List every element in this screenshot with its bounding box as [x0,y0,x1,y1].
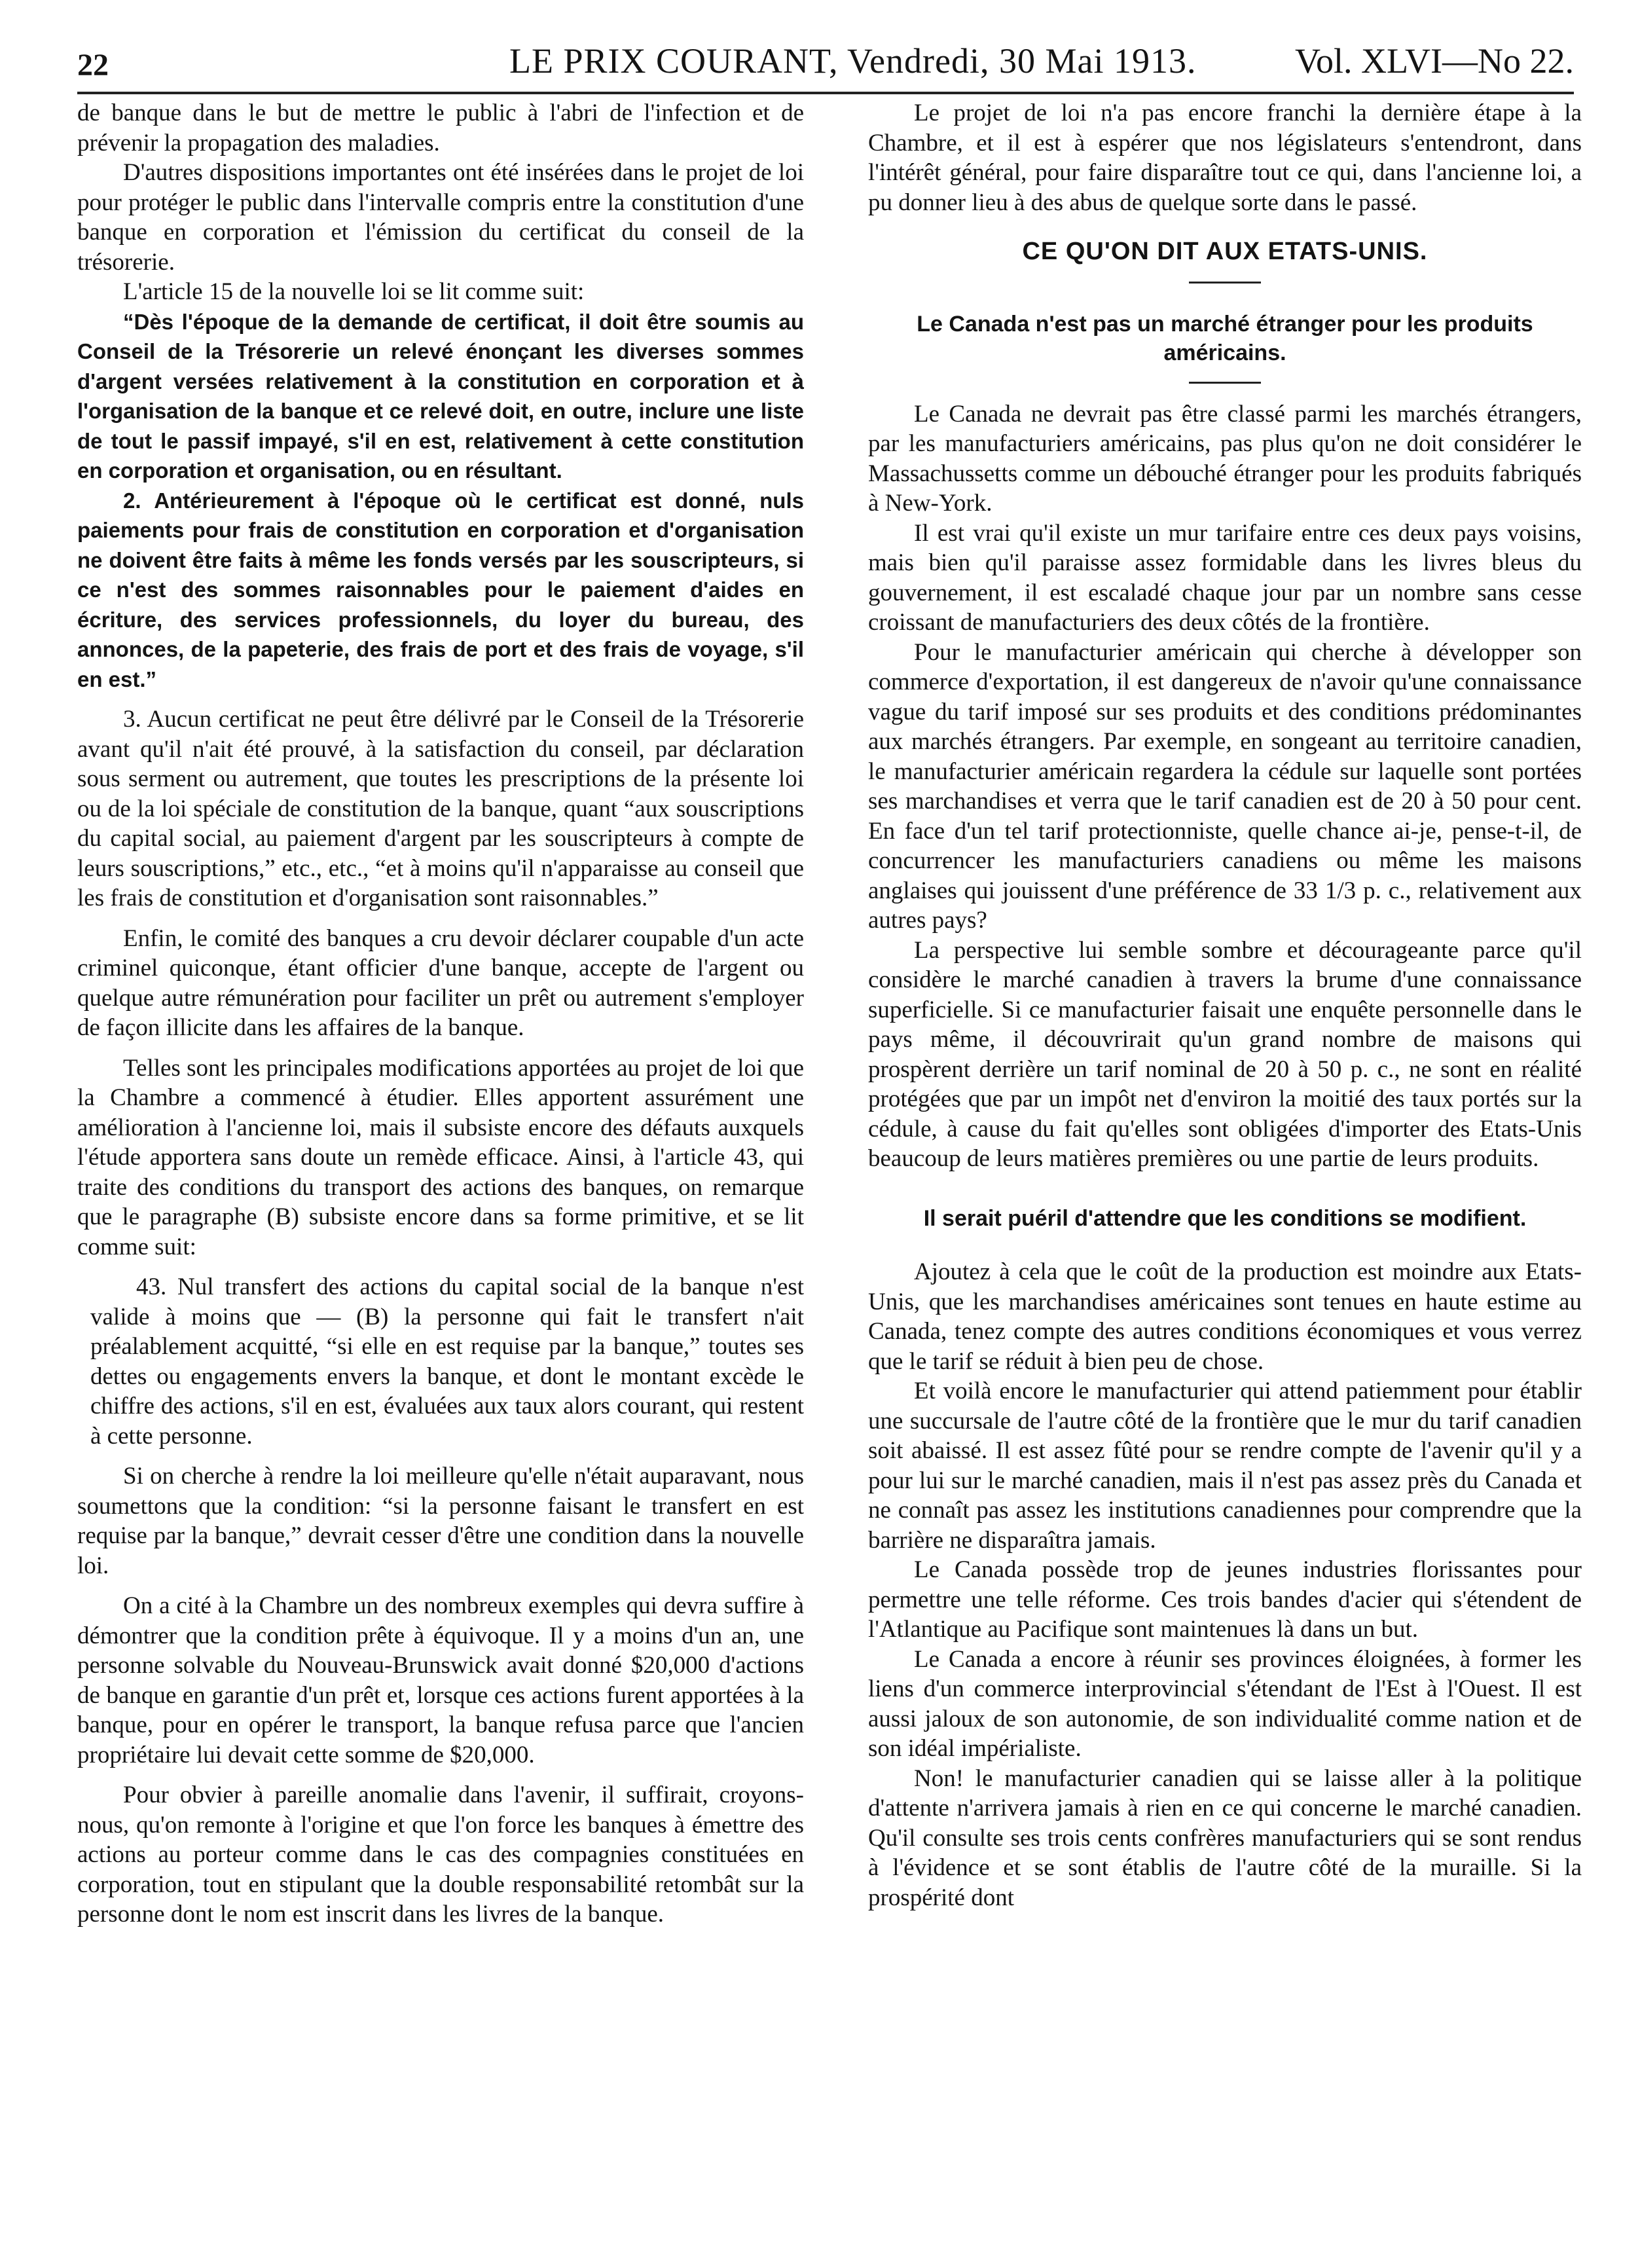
paragraph: Enfin, le comité des banques a cru devoir déclarer coupable d'un acte criminel quiconque, étant officier d'une banque, accepte de l'argent ou quelque autre rémunération pour faciliter un prêt ou autrement s'employer de façon illicite dans les affaires de la banque. [77,924,804,1041]
right-column [868,98,1582,1912]
paragraph: Telles sont les principales modifications apportées au projet de loi que la Chambre a commencé à étudier. Elles apportent assurément une amélioration à l'ancienne loi, mais il subsiste encore des défauts auxquels l'étude apportera sans doute un remède efficace. Ainsi, à l'article 43, qui traite des conditions du transport des actions des banques, on remarque que le paragraphe (B) subsiste encore dans sa forme primitive, et se lit comme suit: [77,1054,804,1260]
section-subheading: Il serait puéril d'attendre que les conditions se modifient. [923,1205,1527,1231]
paragraph: Non! le manufacturier canadien qui se laisse aller à la politique d'attente n'arrivera jamais à rien en ce qui concerne le marché canadien. Qu'il consulte ses trois cents confrères manufacturiers qui se sont rendus à l'évidence et se sont établis de l'autre côté de la muraille. Si la prospérité dont [868,1765,1582,1911]
paragraph: Le Canada possède trop de jeunes industries florissantes pour permettre une telle réforme. Ces trois bandes d'acier qui s'étendent de l'Atlantique au Pacifique sont maintenues là dans un but. [868,1556,1582,1643]
paragraph: Le projet de loi n'a pas encore franchi la dernière étape à la Chambre, et il est à espérer que nos législateurs s'entendront, dans l'intérêt général, pour faire disparaître tout ce qui, dans l'ancienne loi, a pu donner lieu à des abus de quelque sorte dans le passé. [868,100,1582,216]
paragraph: Le Canada a encore à réunir ses provinces éloignées, à former les liens d'un commerce interprovincial s'étendant de l'Est à l'Ouest. Il est aussi jaloux de son autonomie, de son individualité comme nation et de son idéal impérialiste. [868,1645,1582,1762]
divider [1189,382,1261,384]
quoted-article-15-section-2: 2. Antérieurement à l'époque où le certificat est donné, nuls paiements pour frais de constitution en corporation et d'organisation ne doivent être faits à même les fonds versés par les souscripteurs, si ce n'est des sommes raisonnables pour le paiement d'aides en écriture, des services professionnels, du loyer du bureau, des annonces, de la papeterie, des frais de port et des frais de voyage, s'il en est.” [77,488,804,691]
header-rule [77,92,1574,94]
section-subheading: Le Canada n'est pas un marché étranger pour les produits américains. [917,311,1533,365]
paragraph: Pour le manufacturier américain qui cherche à développer son commerce d'exportation, il est dangereux de n'avoir qu'une connaissance vague du tarif imposé sur ses produits et des conditions prédominantes aux marchés étrangers. Par exemple, en songeant au territoire canadien, le manufacturier américain regardera la cédule sur laquelle sont portées ses marchandises et verra que le tarif canadien est de 20 à 50 pour cent. En face d'un tel tarif protectionniste, quelle chance ai-je, pense-t-il, de concurrencer les manufacturiers canadiens ou même les maisons anglaises qui jouissent d'une préférence de 33 1/3 p. c., relativement aux autres pays? [868,638,1582,934]
paragraph: Si on cherche à rendre la loi meilleure qu'elle n'était auparavant, nous soumettons que la condition: “si la personne faisant le transfert en est requise par la banque,” devrait cesser d'être une condition dans la nouvelle loi. [77,1463,804,1579]
paragraph: Le Canada ne devrait pas être classé parmi les marchés étrangers, par les manufacturiers américains, pas plus qu'on ne doit considérer le Massachussetts comme un débouché étranger pour les produits fabriqués à New-York. [868,400,1582,517]
quoted-article-15: “Dès l'époque de la demande de certificat, il doit être soumis au Conseil de la Trésorerie un relevé énonçant les diverses sommes d'argent versées relativement à la constitution en corporation et à l'organisation de la banque et ce relevé doit, en outre, inclure une liste de tout le passif impayé, s'il en est, relativement à cette constitution en corporation et organisation, ou en résultant. [77,309,804,483]
paragraph: de banque dans le but de mettre le public à l'abri de l'infection et de prévenir la propagation des maladies. [77,100,804,156]
paragraph: 3. Aucun certificat ne peut être délivré par le Conseil de la Trésorerie avant qu'il n'ait été prouvé, à la satisfaction du conseil, par déclaration sous serment ou autrement, que toutes les prescriptions de la présente loi ou de la loi spéciale de constitution de la banque, quant “aux souscriptions du capital social, au paiement d'argent par les souscripteurs à compte de leurs souscriptions,” etc., etc., “et à moins qu'il n'apparaisse au conseil que les frais de constitution et d'organisation sont raisonnables.” [77,706,804,911]
page-header [77,26,1574,85]
divider [1189,282,1261,284]
left-column [77,98,804,1930]
paragraph: L'article 15 de la nouvelle loi se lit comme suit: [123,278,585,305]
volume-number: Vol. XLVI—No 22. [1294,41,1574,81]
paragraph: Ajoutez à cela que le coût de la production est moindre aux Etats-Unis, que les marchandises américaines sont tenues en haute estime au Canada, tenez compte des autres conditions économiques et vous verrez que le tarif se réduit à bien peu de chose. [868,1258,1582,1375]
newspaper-title: LE PRIX COURANT, Vendredi, 30 Mai 1913. [509,41,1197,81]
paragraph: Et voilà encore le manufacturier qui attend patiemment pour établir une succursale de l'autre côté de la frontière que le mur du tarif canadien soit abaissé. Il est assez fûté pour se rendre compte de l'avenir qu'il y a pour lui sur le marché canadien, mais il n'est pas assez près du Canada et ne connaît pas assez les institutions canadiennes pour comprendre que la barrière ne disparaîtra jamais. [868,1378,1582,1554]
paragraph: Pour obvier à pareille anomalie dans l'avenir, il suffirait, croyons-nous, qu'on remonte à l'origine et que l'on force les banques à émettre des actions au porteur comme dans le cas des compagnies constituées en corporation, tout en stipulant que la double responsabilité retombât sur la personne dont le nom est inscrit dans les livres de la banque. [77,1782,804,1928]
paragraph: On a cité à la Chambre un des nombreux exemples qui devra suffire à démontrer que la condition prête à équivoque. Il y a moins d'un an, une personne solvable du Nouveau-Brunswick avait donné $20,000 d'actions de banque en garantie d'un prêt et, lorsque ces actions furent apportées à la banque, pour en opérer le transport, la banque refusa parce que l'ancien propriétaire lui devait cette somme de $20,000. [77,1592,804,1768]
paragraph: D'autres dispositions importantes ont été insérées dans le projet de loi pour protéger le public dans l'intervalle compris entre la constitution d'une banque en corporation et l'émission du certificat du conseil de la trésorerie. [77,159,804,276]
section-heading: CE QU'ON DIT AUX ETATS-UNIS. [1022,238,1428,265]
page-number: 22 [77,48,109,82]
quoted-article-43: 43. Nul transfert des actions du capital social de la banque n'est valide à moins que — (B) la personne qui fait le transfert n'ait préalablement acquitté, “si elle en est requise par la banque,” toutes ses dettes ou engagements envers la banque, et dont le montant excède le chiffre des actions, s'il en est, évaluées aux taux alors courant, qui restent à cette personne. [90,1273,804,1450]
paragraph: Il est vrai qu'il existe un mur tarifaire entre ces deux pays voisins, mais bien qu'il paraisse assez formidable dans les livres bleus du gouvernement, il est escaladé chaque jour par un nombre sans cesse croissant de manufacturiers des deux côtés de la frontière. [868,519,1582,636]
paragraph: La perspective lui semble sombre et décourageante parce qu'il considère le marché canadien à travers la brume d'une connaissance superficielle. Si ce manufacturier faisait une enquête personnelle dans le pays même, il découvrirait qu'un grand nombre de maisons qui prospèrent derrière un tarif nominal de 20 à 50 p. c., ne sont en réalité protégées que par un impôt net d'environ la moitié des taux portés sur la cédule, à cause du fait qu'elles sont obligées d'importer des Etats-Unis beaucoup de leurs matières premières ou une partie de leurs produits. [868,936,1582,1172]
